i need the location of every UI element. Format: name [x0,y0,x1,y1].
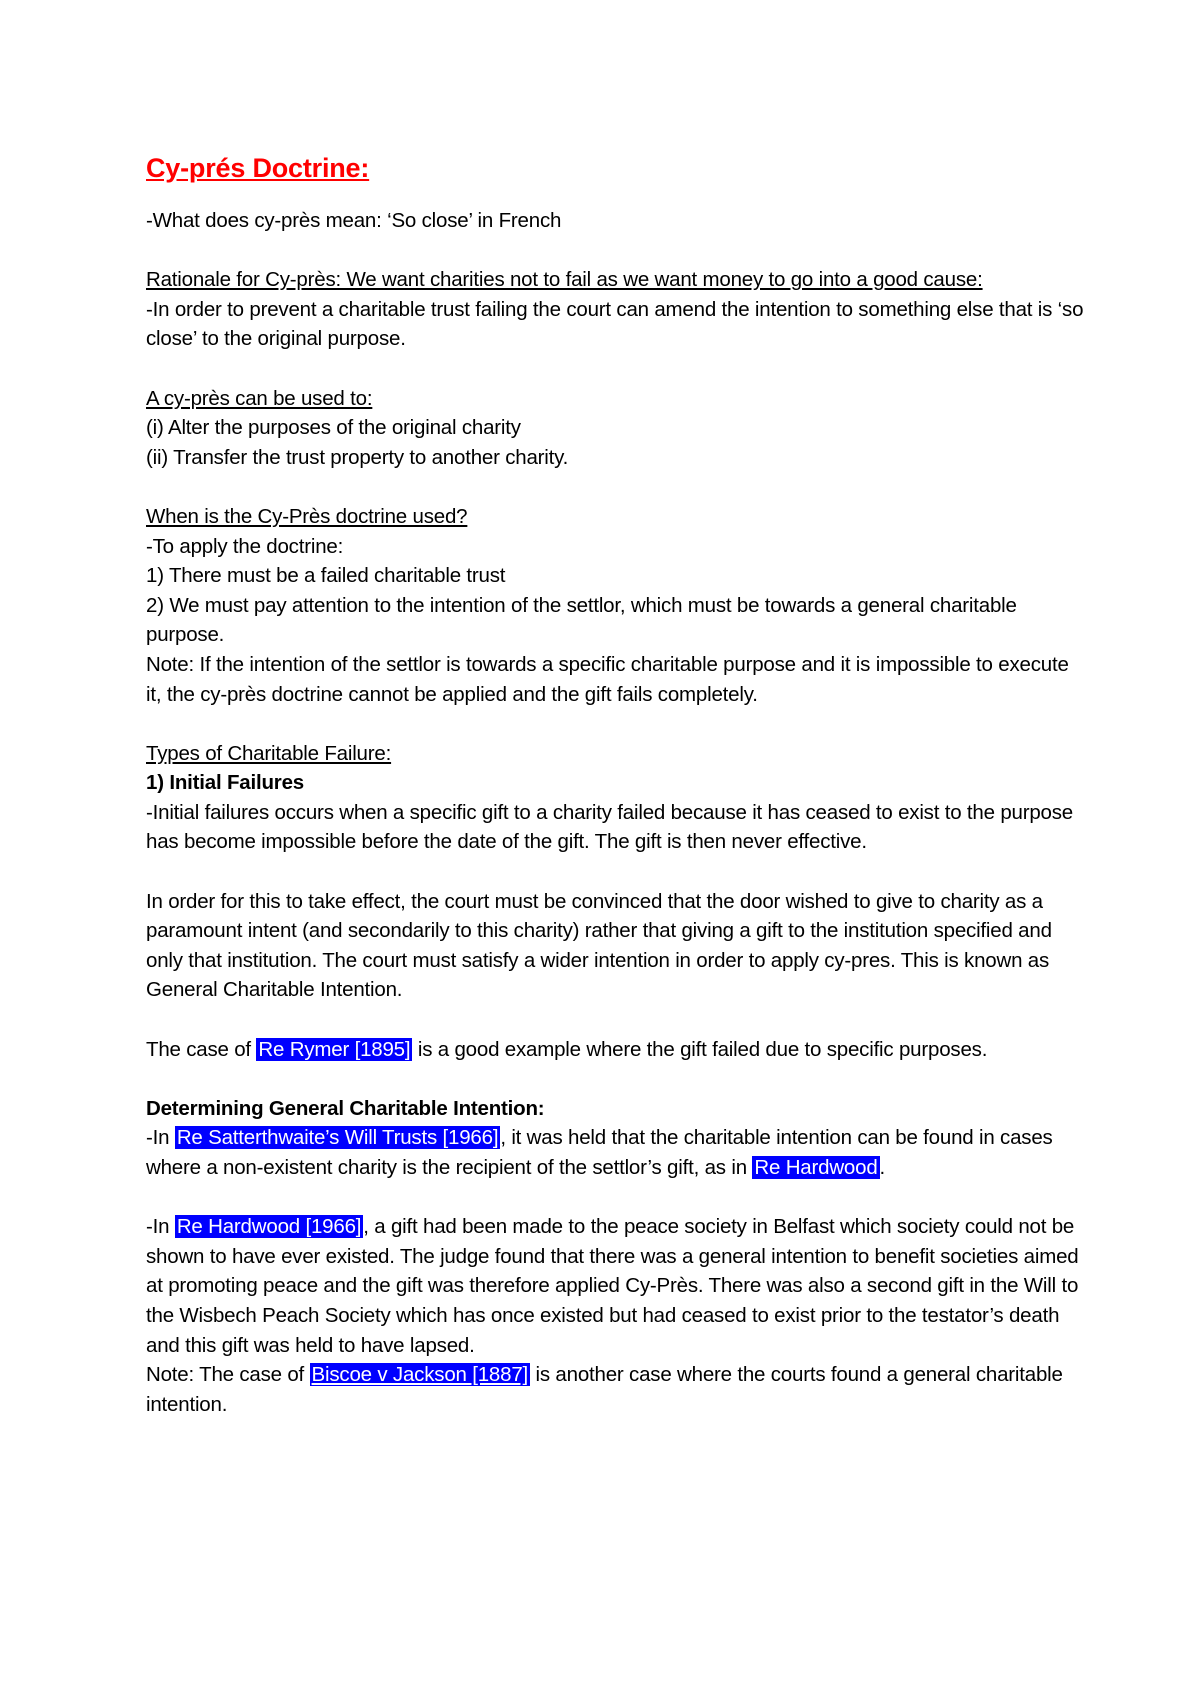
rationale-heading: Rationale for Cy-près: We want charities not to fail as we want money to go into a good cause: [146,268,983,292]
rymer-before: The case of [146,1037,257,1061]
types-subheading: 1) Initial Failures [146,771,304,795]
case-re-rymer[interactable]: Re Rymer [1895] [258,1037,411,1061]
hardwood-after: , a gift had been made to the peace society in Belfast which society could not be shown to have ever existed. The judge found that there was a general intention to benefit societies aimed at promoting peace and the gift was therefore applied Cy-Près. There was also a second gift in the Will to the Wisbech Peach Society which has once existed but had ceased to exist prior to the testator’s death and this gift was held to have lapsed. [146,1215,1079,1357]
satterthwaite-middle: , it was held that the charitable intention can be found in cases where a non-existent charity is the recipient of the settlor’s gift, as in [146,1126,1053,1179]
determining-heading: Determining General Charitable Intention: [146,1096,545,1120]
satterthwaite-paragraph [146,1123,1086,1182]
rationale-text: -In order to prevent a charitable trust failing the court can amend the intention to something else that is ‘so close’ to the original purpose. [146,297,1084,351]
hardwood-paragraph [146,1212,1086,1360]
hardwood-before: -In [146,1215,175,1239]
when-heading: When is the Cy-Près doctrine used? [146,504,468,528]
biscoe-before: Note: The case of [146,1363,310,1387]
case-re-hardwood[interactable]: Re Hardwood [1966] [176,1215,362,1239]
satterthwaite-before: -In [146,1126,175,1150]
uses-item-1: (i) Alter the purposes of the original charity [146,416,521,440]
document-title: Cy-prés Doctrine: [146,153,370,183]
uses-item-2: (ii) Transfer the trust property to another charity. [146,445,569,469]
uses-heading: A cy-près can be used to: [146,386,373,410]
rymer-paragraph [146,1035,1086,1065]
biscoe-note [146,1360,1086,1419]
when-item-2: 2) We must pay attention to the intention of the settlor, which must be towards a general charitable purpose. [146,593,1017,647]
case-biscoe-v-jackson[interactable]: Biscoe v Jackson [1887] [311,1363,529,1387]
case-re-hardwood-ref[interactable]: Re Hardwood [754,1156,878,1179]
types-text: -Initial failures occurs when a specific gift to a charity failed because it has ceased to exist to the purpose has become impossible before the date of the gift. The gift is then never effective. [146,800,1073,854]
when-item-1: 1) There must be a failed charitable trust [146,564,506,588]
effect-text: In order for this to take effect, the court must be convinced that the door wished to give to charity as a paramount intent (and secondarily to this charity) rather that giving a gift to the institution specified and only that institution. The court must satisfy a wider intention in order to apply cy-pres. This is known as General Charitable Intention. [146,889,1052,1002]
when-note: Note: If the intention of the settlor is towards a specific charitable purpose and it is impossible to execute it, the cy-près doctrine cannot be applied and the gift fails completely. [146,652,1069,706]
types-heading: Types of Charitable Failure: [146,741,392,765]
biscoe-after: is another case where the courts found a general charitable intention. [146,1363,1063,1416]
rymer-after: is a good example where the gift failed due to specific purposes. [412,1037,988,1061]
meaning-line: -What does cy-près mean: ‘So close’ in French [146,209,562,232]
case-re-satterthwaite[interactable]: Re Satterthwaite’s Will Trusts [1966] [176,1126,499,1150]
satterthwaite-after: . [879,1156,886,1179]
when-intro: -To apply the doctrine: [146,534,344,558]
document-page [146,150,1086,1419]
